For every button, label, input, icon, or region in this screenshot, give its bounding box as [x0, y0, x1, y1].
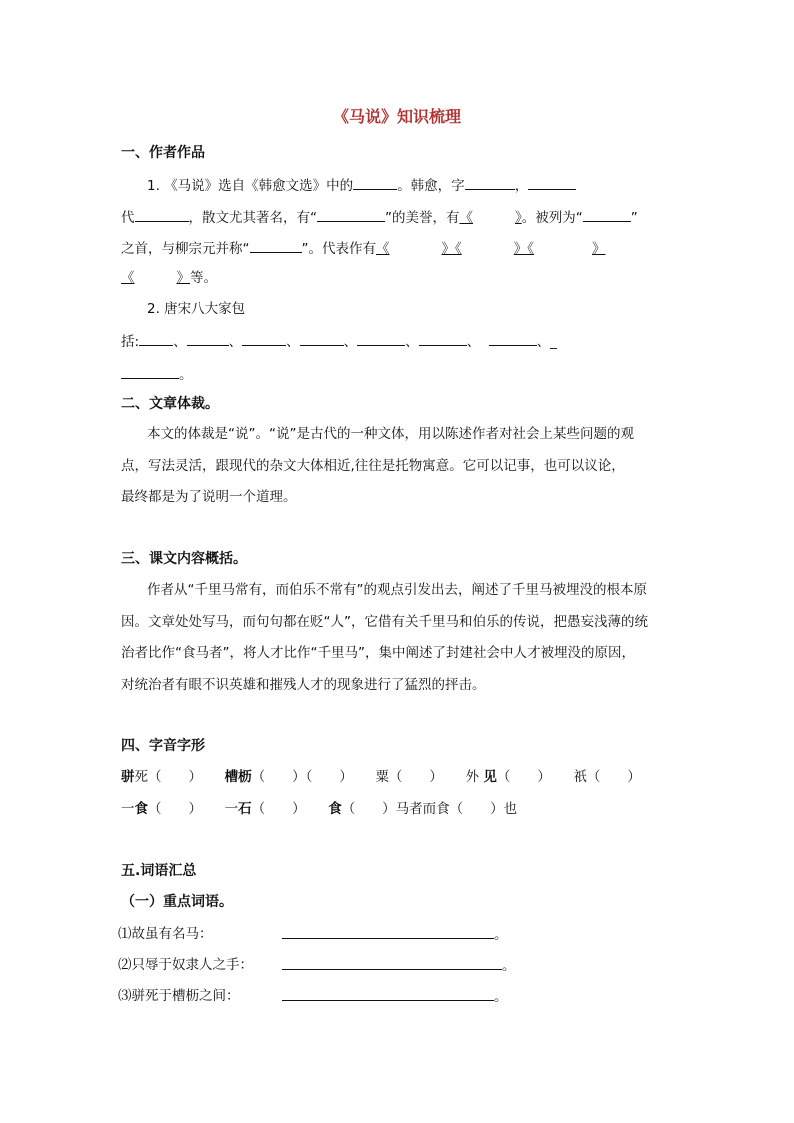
text-fragment: 。被列为“	[521, 210, 583, 226]
answer-blank-1[interactable]	[282, 924, 494, 939]
separator: 、	[173, 334, 187, 350]
key-char: 骈	[121, 769, 135, 785]
text-fragment: ”。代表作有	[301, 241, 376, 257]
separator: 、_	[536, 334, 557, 350]
section-heading-pronunciation: 四、字音字形	[121, 738, 205, 754]
separator: 、	[405, 334, 419, 350]
question-1-line-3	[121, 238, 606, 259]
blank-author-7[interactable]	[489, 331, 537, 346]
summary-paragraph-line-3: 治者比作“食马者”，将人才比作“千里马”，集中阐述了封建社会中人才被埋没的原因，	[121, 645, 635, 661]
separator: 、	[286, 334, 300, 350]
question-number: 1.	[147, 178, 160, 194]
text-fragment: 一	[121, 801, 135, 817]
genre-paragraph-line-1: 本文的体裁是“说”。“说”是古代的一种文体，用以陈述作者对社会上某些问题的观	[147, 426, 634, 442]
text-fragment: 一	[224, 801, 239, 817]
summary-paragraph-line-4: 对统治者有眼不识英雄和摧残人才的现象进行了猛烈的抨击。	[121, 677, 486, 693]
text-fragment: 外	[465, 769, 480, 785]
section-heading-summary: 三、课文内容概括。	[121, 551, 247, 567]
text-fragment: 等。	[190, 270, 217, 286]
text-fragment: 之首，与柳宗元并称“	[121, 241, 250, 257]
text-fragment: 》	[515, 210, 522, 226]
text-fragment: （ ）（ ）	[251, 769, 353, 785]
text-fragment: ，散文尤其著名，有“	[188, 210, 317, 226]
vocab-item-1	[118, 924, 213, 944]
answer-blank-3[interactable]	[282, 986, 494, 1001]
vocab-item-1-answer	[282, 924, 508, 945]
vocab-item-3-answer	[282, 986, 508, 1007]
pronunciation-row-2	[121, 799, 517, 819]
blank-dynasty[interactable]	[135, 207, 189, 222]
blank-author-8[interactable]	[121, 364, 179, 379]
summary-paragraph-line-1: 作者从“千里马常有，而伯乐不常有”的观点引发出去，阐述了千里马被埋没的根本原	[147, 582, 647, 598]
key-char: 食	[328, 801, 342, 817]
separator: 、	[228, 334, 243, 350]
text-fragment: 。	[502, 958, 516, 974]
question-1-line-2	[121, 207, 638, 228]
blank-courtesy-name[interactable]	[465, 175, 515, 190]
separator: 、	[343, 334, 358, 350]
pronunciation-row-1	[121, 767, 641, 787]
section-heading-vocabulary: 五.词语汇总	[121, 863, 197, 879]
text-fragment: 《马说》选自《韩愈文选》中的	[164, 178, 354, 194]
vocab-item-2	[118, 955, 253, 975]
blank-paired-name[interactable]	[250, 238, 302, 253]
section-heading-author: 一、作者作品	[121, 145, 205, 161]
text-fragment: （ ）马者而食（ ）也	[341, 801, 518, 817]
answer-blank-2[interactable]	[282, 955, 502, 970]
text-fragment: 。	[494, 927, 508, 943]
question-2-line-3	[121, 364, 193, 385]
text-fragment: 。	[179, 367, 193, 383]
blank-reputation[interactable]	[317, 207, 385, 222]
key-char: 见	[483, 769, 497, 785]
text-fragment: ”	[630, 210, 638, 226]
blank-title[interactable]	[528, 175, 576, 190]
question-2-line-2	[121, 331, 557, 352]
question-2-line-1: 2. 唐宋八大家包	[147, 301, 246, 317]
text-fragment: 》《	[513, 241, 534, 257]
separator: 、	[466, 334, 481, 350]
key-char: 石	[238, 801, 252, 817]
text-fragment: （ ）	[148, 801, 202, 817]
text-fragment: 故虽有名马：	[131, 926, 213, 942]
blank-ranked-as[interactable]	[583, 207, 631, 222]
text-fragment: 祇（ ）	[573, 769, 641, 785]
blank-author-4[interactable]	[300, 331, 344, 346]
text-fragment: 只辱于奴隶人之手：	[131, 957, 253, 973]
text-fragment: 》《	[441, 241, 462, 257]
text-fragment: （ ）	[251, 801, 306, 817]
text-fragment: 》	[592, 241, 606, 257]
item-number: ⑶	[118, 988, 132, 1004]
blank-author-1[interactable]	[139, 331, 173, 346]
text-fragment: 《	[376, 241, 390, 257]
key-char: 槽枥	[224, 769, 252, 785]
text-fragment: 。韩愈，字	[397, 178, 465, 194]
subsection-key-words: （一）重点词语。	[121, 894, 233, 910]
section-heading-genre: 二、文章体裁。	[121, 396, 219, 412]
text-fragment: 《	[459, 210, 473, 226]
text-fragment: ，	[514, 178, 529, 194]
text-fragment: 括:	[121, 334, 140, 350]
blank-author-5[interactable]	[357, 331, 405, 346]
blank-author-2[interactable]	[187, 331, 229, 346]
question-1-line-4	[121, 268, 217, 288]
text-fragment: 死（ ）	[134, 769, 202, 785]
text-fragment: （ ）	[496, 769, 551, 785]
genre-paragraph-line-2: 点，写法灵活，跟现代的杂文大体相近,往往是托物寓意。它可以记事，也可以议论，	[121, 458, 625, 474]
text-fragment: 骈死于槽枥之间：	[131, 988, 240, 1004]
text-fragment: 》	[176, 270, 190, 286]
blank-source[interactable]	[353, 175, 397, 190]
text-fragment: ”的美誉，有	[385, 210, 460, 226]
text-fragment: 《	[121, 270, 135, 286]
item-number: ⑴	[118, 926, 132, 942]
blank-author-6[interactable]	[419, 331, 467, 346]
genre-paragraph-line-3: 最终都是为了说明一个道理。	[121, 489, 297, 505]
key-char: 食	[134, 801, 148, 817]
vocab-item-3	[118, 986, 240, 1006]
text-fragment: 代	[121, 210, 135, 226]
summary-paragraph-line-2: 因。文章处处写马，而句句都在贬“人”，它借有关千里马和伯乐的传说，把愚妄浅薄的统	[121, 614, 648, 630]
page-title: 《马说》知识梳理	[332, 107, 461, 126]
text-fragment: 粟（ ）	[375, 769, 443, 785]
item-number: ⑵	[118, 957, 132, 973]
question-1-line-1	[147, 175, 576, 196]
vocab-item-2-answer	[282, 955, 516, 976]
text-fragment: 。	[494, 989, 508, 1005]
blank-author-3[interactable]	[242, 331, 286, 346]
